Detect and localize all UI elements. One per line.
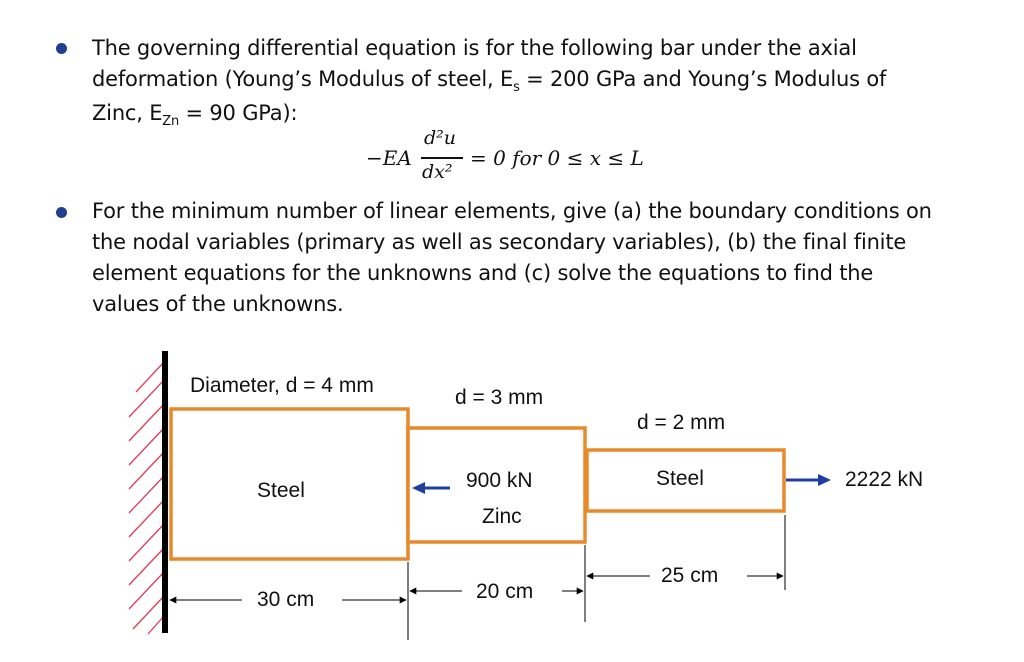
length-label-25: 25 cm <box>661 564 719 587</box>
load-label-900: 900 kN <box>466 469 533 492</box>
bullet-1-line-2: deformation (Young’s Modulus of steel, $E_s = 200$ GPa and Young’s Modulus of <box>92 67 887 95</box>
hatch-line <box>129 452 164 489</box>
material-label-zinc: Zinc <box>482 505 522 528</box>
load-arrow-2222 <box>786 474 831 486</box>
fixed-wall <box>162 351 168 633</box>
bullet-2-line-2: the nodal variables (primary as well as secondary variables), (b) the final finite <box>92 230 907 254</box>
hatch-line <box>148 616 164 634</box>
material-label-steel-2: Steel <box>656 467 704 490</box>
bullet-1-line-3: Zinc, $E_{Zn} = 90$ GPa): <box>92 101 298 129</box>
equation-numerator: d²u <box>424 127 457 149</box>
length-label-30: 30 cm <box>257 588 315 611</box>
hatch-line <box>129 476 164 513</box>
hatch-line <box>129 404 164 441</box>
equation-lhs: −EA <box>366 146 412 170</box>
steel-modulus-subscript: s <box>513 80 520 95</box>
bullet-2-line-3: element equations for the unknowns and (c) solve the equations to find the <box>92 261 874 285</box>
equation-denominator: dx² <box>422 161 453 183</box>
bullet-2-line-1: For the minimum number of linear elements, give (a) the boundary conditions on <box>92 199 932 223</box>
hatch-line <box>129 524 164 561</box>
equation-rhs: = 0 for 0 ≤ x ≤ L <box>470 146 644 170</box>
material-label-steel-1: Steel <box>257 479 305 502</box>
hatch-line <box>129 380 164 417</box>
diameter-label-3: d = 2 mm <box>637 411 726 434</box>
load-label-2222: 2222 kN <box>845 468 924 491</box>
wall-hatching <box>129 362 164 634</box>
hatch-line <box>129 548 164 585</box>
hatch-line <box>136 362 164 392</box>
diameter-label-1: Diameter, d = 4 mm <box>190 374 374 397</box>
hatch-line <box>129 572 164 609</box>
diameter-label-2: d = 3 mm <box>455 386 544 409</box>
hatch-line <box>133 596 164 629</box>
bullet-2-line-4: values of the unknowns. <box>92 292 344 316</box>
bullet-1-line-1: The governing differential equation is for the following bar under the axial <box>92 36 857 60</box>
hatch-line <box>129 500 164 537</box>
hatch-line <box>129 428 164 465</box>
zinc-modulus-subscript: Zn <box>162 114 180 129</box>
length-label-20: 20 cm <box>476 580 534 603</box>
